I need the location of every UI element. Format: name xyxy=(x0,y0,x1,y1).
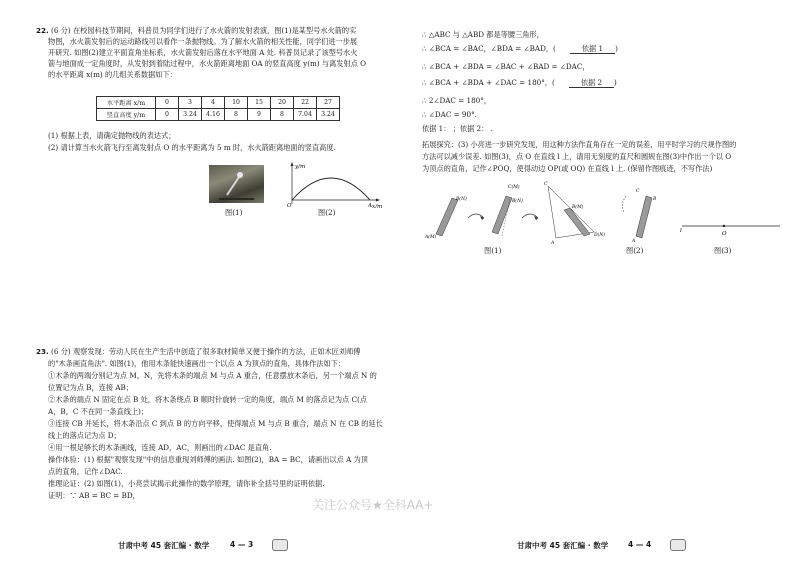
q23-line-5: A，B，C 不在同一条直线上)； xyxy=(48,407,149,416)
x-axis-label: x/m xyxy=(372,204,382,208)
footer-right-title: 甘肃中考 45 套汇编 · 数学 xyxy=(517,541,609,550)
parabola-figure xyxy=(282,160,382,208)
table-cell: 0 xyxy=(156,109,179,121)
footer-left-title: 甘肃中考 45 套汇编 · 数学 xyxy=(118,541,210,550)
q22-line-2: 开研究. 如图(2)建立平面直角坐标系，水火箭发射后落在水平地面 A 处. 科普员记录了该型号水火 xyxy=(48,48,358,57)
q23-line-2: ①木条的两端分别记为点 M，N，先将木条的端点 M 与点 A 重合，任意摆放木条后，另一个端点 N 的 xyxy=(48,371,377,380)
svg-text:A: A xyxy=(632,239,636,242)
proof-line-5: ∴ ∠DAC = 90°. xyxy=(422,110,477,119)
rocket-photo xyxy=(209,165,264,203)
svg-text:B(M): B(M) xyxy=(572,205,584,210)
table-cell: 8 xyxy=(225,109,248,121)
proof-line-0: ∴ △ABC 与 △ABD 都是等腰三角形， xyxy=(422,30,544,39)
q23-line-11: 推理论证：(2) 如图(1)，小亮尝试揭示此操作的数学原理，请你补全括号里的证明依据. xyxy=(48,479,325,488)
svg-text:C(M): C(M) xyxy=(508,185,520,190)
svg-text:B(N): B(N) xyxy=(512,199,523,204)
table-cell: 3.24 xyxy=(317,109,340,121)
blank-basis-1[interactable]: 依据 1 xyxy=(570,44,615,54)
proof-line-4: ∴ 2∠DAC = 180°， xyxy=(422,96,491,105)
table-row-x xyxy=(97,97,340,109)
svg-text:C: C xyxy=(544,182,548,187)
y-axis-label: y/m xyxy=(295,164,306,170)
svg-text:B(N): B(N) xyxy=(456,197,467,202)
table-cell: 3.24 xyxy=(179,109,202,121)
q23-line-1: 的"木条画直角法". 如图(1)，他用木条能快速画出一个以点 A 为顶点的直角，具体作法如下： xyxy=(48,359,346,368)
table-row-y xyxy=(97,109,340,121)
table-header-x: 水平距离 x/m xyxy=(97,97,156,109)
q23-line-0: (6 分) 观察发现：劳动人民在生产生活中创造了很多取材简单又便于操作的方法，正如木匠刘师傅 xyxy=(51,347,361,356)
watermark-text: 关注公众号★全科AA+ xyxy=(312,498,434,512)
proof-line-1: ∴ ∠BCA = ∠BAC，∠BDA = ∠BAD，( 依据 1 ) xyxy=(422,44,618,53)
q23-line-8: ④用一根足够长的木条画线，连接 AD，AC，则画出的∠DAC 是直角. xyxy=(48,443,272,452)
extension-fig1-caption: 图(1) xyxy=(484,246,502,255)
extension-fig3-caption: 图(3) xyxy=(714,246,732,255)
q23-line-3: 位置记为点 B，连接 AB； xyxy=(48,383,134,392)
q22-text xyxy=(36,26,356,37)
table-cell: 20 xyxy=(271,97,294,109)
table-cell: 8 xyxy=(271,109,294,121)
q23-line-10: 点的直角，记作∠DAC. xyxy=(48,467,123,476)
svg-text:C: C xyxy=(636,189,640,194)
blank-basis-2[interactable]: 依据 2 xyxy=(569,78,614,88)
q23-line-7: 线上的落点记为点 D； xyxy=(48,431,121,440)
point-o xyxy=(723,225,725,227)
q22-line-4: 的水平距离 x(m) 的几组关系数据如下： xyxy=(48,70,177,79)
q22-sub1: (1) 根据上表，请确定抛物线的表达式； xyxy=(48,131,176,140)
publisher-logo-icon xyxy=(670,539,686,551)
wood-strip-figure-2 xyxy=(610,182,660,242)
table-cell: 10 xyxy=(225,97,248,109)
q23-line-12: 证明：∵ AB = BC = BD， xyxy=(48,491,140,500)
wood-strip-figure-1 xyxy=(424,176,634,248)
table-cell: 7.04 xyxy=(294,109,317,121)
q23-number: 23. xyxy=(36,347,49,356)
q22-fig2-caption: 图(2) xyxy=(318,208,336,217)
proof-basis-line[interactable]: 依据 1： ；依据 2： . xyxy=(422,124,493,133)
q22-sub2: (2) 请计算当水火箭飞行至离发射点 O 的水平距离为 5 m 时，水火箭距离地面的竖直高度. xyxy=(48,143,336,152)
proof-line-2: ∴ ∠BCA + ∠BDA = ∠BAC + ∠BAD = ∠DAC， xyxy=(422,62,590,71)
parabola-curve xyxy=(292,178,370,200)
proof-line-3: ∴ ∠BCA + ∠BDA + ∠DAC = 180°，( 依据 2 ) xyxy=(422,78,617,87)
origin-label: O xyxy=(287,203,292,208)
extension-fig2-caption: 图(2) xyxy=(626,246,644,255)
svg-text:D(N): D(N) xyxy=(594,233,606,238)
table-header-y: 竖直高度 y/m xyxy=(97,109,156,121)
q23-line-9: 操作体验：(1) 根据"观察发现"中的信息重现刘师傅的画法. 如图(2)，BA = BC，请画出以点 A 为顶 xyxy=(48,455,368,464)
svg-text:B: B xyxy=(653,197,657,202)
q22-fig1-caption: 图(1) xyxy=(225,208,243,217)
table-cell: 4 xyxy=(202,97,225,109)
table-cell: 15 xyxy=(248,97,271,109)
q23-line-6: ③连接 CB 并延长，将木条沿点 C 到点 B 的方向平移，使得端点 M 与点 B 重合，端点 N 在 CB 的延长 xyxy=(48,419,383,428)
svg-text:A: A xyxy=(551,241,555,246)
extension-line-2: 为顶点的直角，记作∠POQ，使得动边 OP(或 OQ) 在直线 l 上. (保留作图痕迹，不写作法) xyxy=(422,164,713,173)
extension-line-0: 拓展探究：(3) 小亮进一步研究发现，用这种方法作直角存在一定的误差，用平时学习的尺规作图的 xyxy=(422,140,737,149)
table-cell: 22 xyxy=(294,97,317,109)
q23-text xyxy=(36,347,360,358)
table-cell: 27 xyxy=(317,97,340,109)
line-l-label: l xyxy=(680,228,682,234)
q22-line-1: 物图，水火箭发射后的运动路线可以看作一条抛物线。为了解水火箭的相关性能，同学们进一步展 xyxy=(48,37,358,46)
q22-number: 22. xyxy=(36,26,49,35)
footer-right-page: 4 — 4 xyxy=(628,540,652,549)
q22-line-3: 箭与地面成一定角度时，从发射到着陆过程中，水火箭距离地面 OA 的竖直高度 y(m) 与离发射点 O xyxy=(48,59,367,68)
table-cell: 9 xyxy=(248,109,271,121)
extension-line-1: 方法可以减少误差. 如图(3)，点 O 在直线 l 上，请用无刻度的直尺和圆规在图(3)中作出一个以 O xyxy=(422,152,732,161)
table-cell: 4.16 xyxy=(202,109,225,121)
rocket-launch-icon xyxy=(209,165,264,203)
point-o-label: O xyxy=(722,231,727,237)
table-cell: 3 xyxy=(179,97,202,109)
line-l-figure-3 xyxy=(672,218,784,238)
data-table xyxy=(96,96,340,121)
svg-text:A(M): A(M) xyxy=(425,235,437,240)
footer-left-page: 4 — 3 xyxy=(230,540,254,549)
point-a-label: A xyxy=(368,203,372,208)
table-cell: 0 xyxy=(156,97,179,109)
q22-line-0: (6 分) 在校园科技节期间，科普员为同学们进行了水火箭的发射表演，图(1)是某型号水火箭的实 xyxy=(51,26,357,35)
publisher-logo-icon xyxy=(272,539,288,551)
q23-line-4: ②木条的端点 N 固定在点 B 处，将木条绕点 B 顺时针旋转一定的角度，端点 M 的落点记为点 C(点 xyxy=(48,395,368,404)
